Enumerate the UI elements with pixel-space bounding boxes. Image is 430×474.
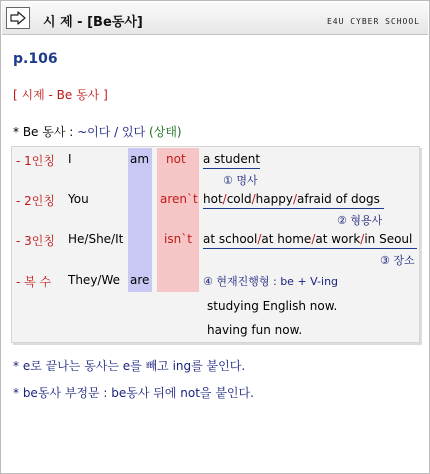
table-row bbox=[0, 232, 430, 248]
subject: He/She/It bbox=[68, 232, 124, 246]
brand-label: E4U CYBER SCHOOL bbox=[326, 17, 420, 26]
verb-column-highlight bbox=[128, 148, 152, 292]
arrow-right-icon bbox=[6, 7, 30, 29]
arrow-right-glyph bbox=[10, 11, 26, 25]
intro-meaning: ~이다 / 있다 bbox=[77, 125, 146, 139]
section-title: [ 시제 - Be 동사 ] bbox=[13, 88, 108, 102]
footnote-negation-rule: * be동사 부정문 : be동사 뒤에 not을 붙인다. bbox=[13, 386, 254, 400]
progressive-example: studying English now. bbox=[207, 299, 338, 313]
subject: I bbox=[68, 152, 72, 166]
table-row bbox=[0, 323, 430, 339]
negation: not bbox=[166, 152, 186, 166]
subject: You bbox=[68, 192, 89, 206]
complement-underline bbox=[203, 168, 260, 169]
negation: isn`t bbox=[164, 232, 192, 246]
table-row bbox=[0, 299, 430, 315]
person-label: - 복 수 bbox=[16, 275, 52, 289]
note-adjective: ② 형용사 bbox=[337, 214, 383, 227]
verb: are bbox=[130, 273, 150, 287]
header-bar bbox=[2, 2, 428, 35]
header-title: 시 제 - [Be동사] bbox=[43, 15, 143, 30]
complement-noun: a student bbox=[203, 152, 261, 166]
subject: They/We bbox=[68, 273, 121, 287]
person-label: - 2인칭 bbox=[16, 194, 55, 208]
complement-places: at school/at home/at work/in Seoul bbox=[203, 232, 413, 246]
complement-underline bbox=[203, 208, 384, 209]
footnote-ing-rule: * e로 끝나는 동사는 e를 빼고 ing를 붙인다. bbox=[13, 359, 246, 373]
intro-lead: * Be 동사 : bbox=[13, 125, 78, 139]
person-label: - 1인칭 bbox=[16, 154, 55, 168]
table-row bbox=[0, 152, 430, 168]
page-number: p.106 bbox=[13, 51, 58, 67]
table-row bbox=[0, 192, 430, 208]
negation-column-highlight bbox=[157, 148, 199, 292]
complement-underline bbox=[203, 248, 417, 249]
progressive-example: having fun now. bbox=[207, 323, 303, 337]
person-label: - 3인칭 bbox=[16, 234, 55, 248]
note-noun: ① 명사 bbox=[223, 174, 258, 187]
table-row bbox=[0, 273, 430, 289]
verb: am bbox=[130, 152, 150, 166]
intro-line bbox=[13, 123, 182, 140]
negation: aren`t bbox=[160, 192, 198, 206]
intro-state: (상태) bbox=[149, 125, 182, 139]
note-progressive: ④ 현재진행형 : be + V-ing bbox=[203, 275, 339, 288]
note-place: ③ 장소 bbox=[380, 254, 415, 267]
complement-adjectives: hot/cold/happy/afraid of dogs bbox=[203, 192, 380, 206]
